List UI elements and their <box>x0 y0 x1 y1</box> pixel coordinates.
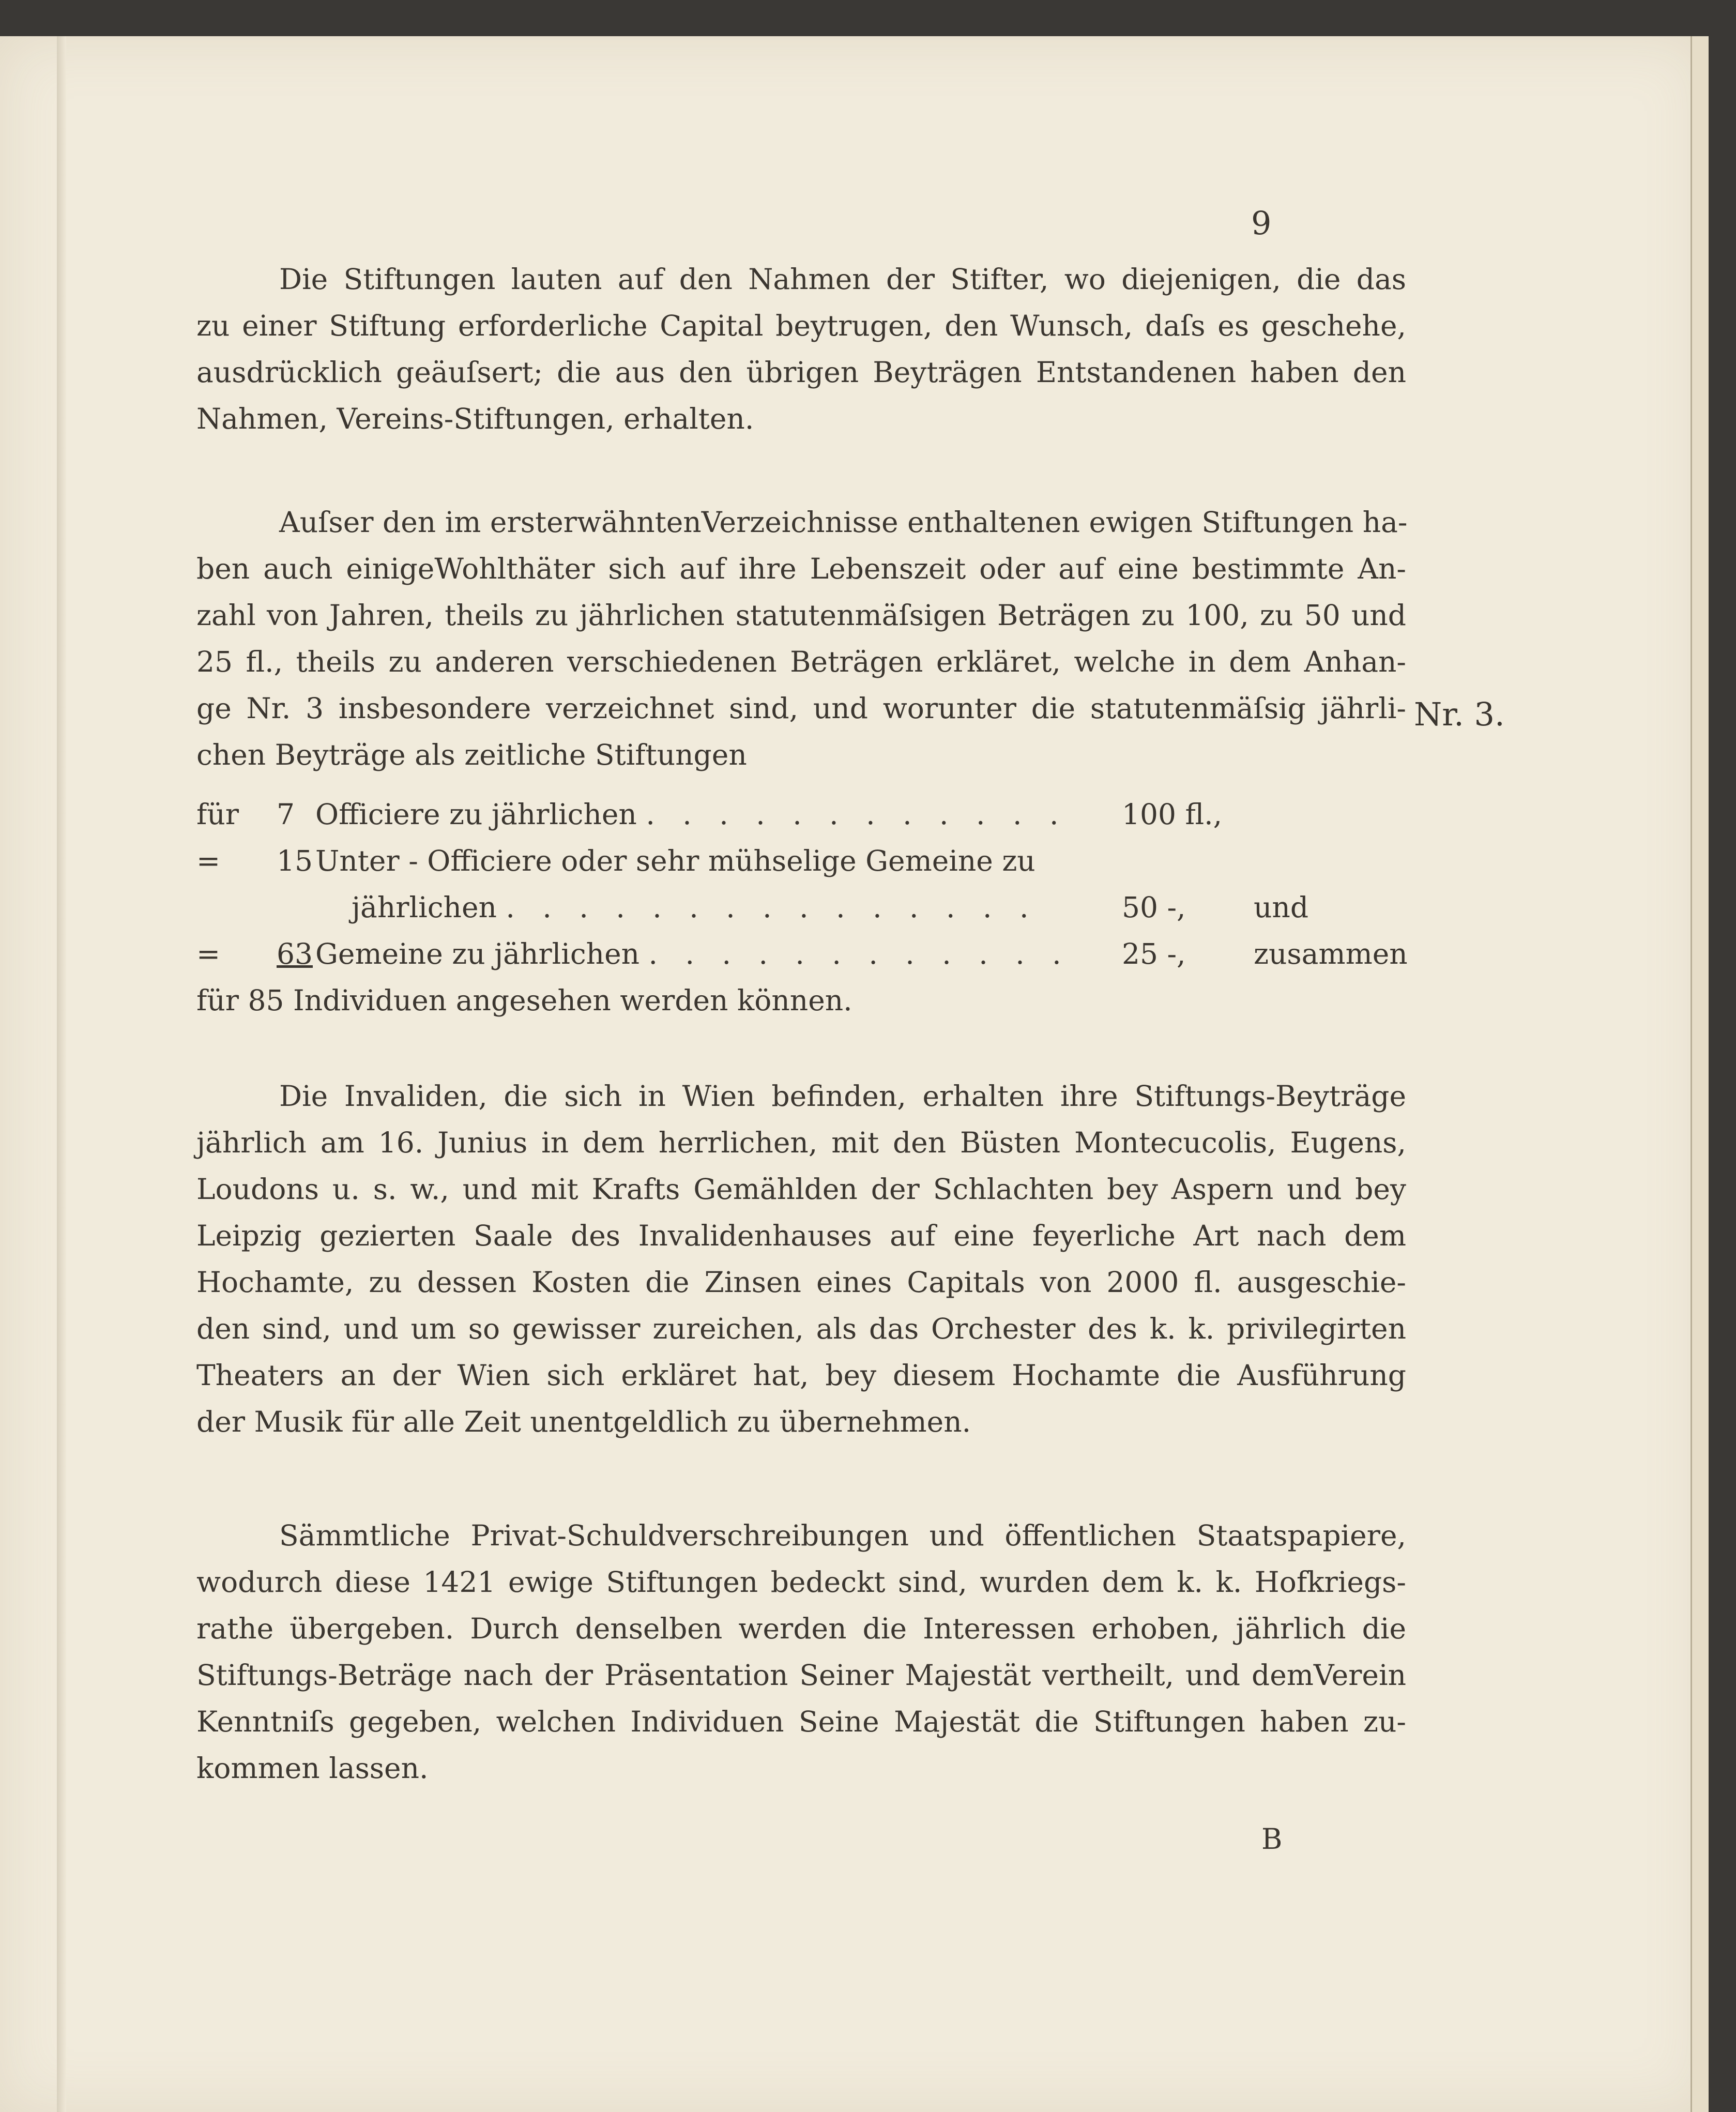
page-edge <box>1691 36 1709 2112</box>
text-line: ausdrücklich geäuſsert; die aus den übrigen Beyträgen Entstandenen haben den <box>196 356 1406 389</box>
text-line: ge Nr. 3 insbesondere verzeichnet sind, und worunter die statutenmäſsig jährli- <box>196 692 1406 725</box>
text-line: rathe übergeben. Durch denselben werden die Interessen erhoben, jährlich die <box>196 1612 1406 1645</box>
text-line: Theaters an der Wien sich erkläret hat, bey diesem Hochamte die Ausführung <box>196 1359 1406 1392</box>
text-line: 25 fl., theils zu anderen verschiedenen Beträgen erkläret, welche in dem Anhan- <box>196 645 1406 678</box>
paragraph-bonds <box>196 1512 1406 1791</box>
text-line: Leipzig gezierten Saale des Invalidenhauses auf eine feyerliche Art nach dem <box>196 1219 1406 1252</box>
text-line: Auſser den im ersterwähntenVerzeichnisse enthaltenen ewigen Stiftungen ha- <box>279 506 1408 539</box>
text-line: der Musik für alle Zeit unentgeldlich zu übernehmen. <box>196 1405 971 1438</box>
list-text: Gemeine zu jährlichen . . . . . . . . . . . . <box>315 937 1071 970</box>
list-item <box>196 791 1401 838</box>
list-prefix: = <box>196 844 221 877</box>
text-line: Stiftungs-Beträge nach der Präsentation Seiner Majestät vertheilt, und demVerein <box>196 1659 1406 1692</box>
foundation-list <box>196 791 1408 1024</box>
text-line: Die Invaliden, die sich in Wien befinden, erhalten ihre Stiftungs-Beyträge <box>279 1080 1406 1113</box>
paragraph-temporary-foundations <box>196 499 1406 778</box>
page-number: 9 <box>1251 204 1272 242</box>
list-item <box>196 884 1401 931</box>
text-line: chen Beyträge als zeitliche Stiftungen <box>196 738 747 771</box>
text-line: kommen lassen. <box>196 1752 429 1785</box>
text-line: Nahmen, Vereins-Stiftungen, erhalten. <box>196 402 754 435</box>
list-item <box>196 931 1408 977</box>
list-value: 50 -, <box>1122 891 1186 924</box>
list-text: Unter - Officiere oder sehr mühselige Gemeine zu <box>315 844 1035 877</box>
signature-mark: B <box>1261 1822 1283 1856</box>
text-line: Loudons u. s. w., und mit Krafts Gemählden der Schlachten bey Aspern und bey <box>196 1173 1406 1206</box>
list-text: jährlichen . . . . . . . . . . . . . . . <box>352 891 1038 924</box>
text-line: Sämmtliche Privat-Schuldverschreibungen und öffentlichen Staatspapiere, <box>279 1519 1406 1552</box>
page-gutter <box>57 36 66 2112</box>
text-line: Die Stiftungen lauten auf den Nahmen der Stifter, wo diejenigen, die das <box>279 263 1406 296</box>
list-text: Officiere zu jährlichen . . . . . . . . . . . . <box>315 798 1068 831</box>
list-footer: für 85 Individuen angesehen werden können. <box>196 984 852 1017</box>
list-count: 15 <box>277 844 313 877</box>
paragraph-stiftungen-names <box>196 256 1406 442</box>
text-line: den sind, und um so gewisser zureichen, als das Orchester des k. k. privilegirten <box>196 1312 1406 1345</box>
list-tail: und <box>1254 891 1309 924</box>
text-line: zu einer Stiftung erforderliche Capital beytrugen, den Wunsch, daſs es geschehe, <box>196 309 1406 342</box>
paragraph-invalids-vienna <box>196 1073 1406 1445</box>
text-line: zahl von Jahren, theils zu jährlichen statutenmäſsigen Beträgen zu 100, zu 50 und <box>196 599 1406 632</box>
list-item <box>196 838 1401 884</box>
text-line: ben auch einigeWohlthäter sich auf ihre Lebenszeit oder auf eine bestimmte An- <box>196 552 1406 585</box>
text-line: Hochamte, zu dessen Kosten die Zinsen eines Capitals von 2000 fl. ausgeschie- <box>196 1266 1406 1299</box>
list-prefix: = <box>196 937 221 970</box>
list-prefix: für <box>196 798 239 831</box>
margin-note: Nr. 3. <box>1414 695 1505 733</box>
text-line: jährlich am 16. Junius in dem herrlichen, mit den Büsten Montecucolis, Eugens, <box>196 1126 1406 1159</box>
list-value: 25 -, <box>1122 937 1186 970</box>
text-line: wodurch diese 1421 ewige Stiftungen bedeckt sind, wurden dem k. k. Hofkriegs- <box>196 1566 1406 1599</box>
text-line: Kenntniſs gegeben, welchen Individuen Seine Majestät die Stiftungen haben zu- <box>196 1705 1406 1738</box>
list-tail: zusammen <box>1254 937 1408 970</box>
list-value: 100 fl., <box>1122 798 1223 831</box>
list-count: 63 <box>277 937 313 970</box>
list-count: 7 <box>277 798 295 831</box>
